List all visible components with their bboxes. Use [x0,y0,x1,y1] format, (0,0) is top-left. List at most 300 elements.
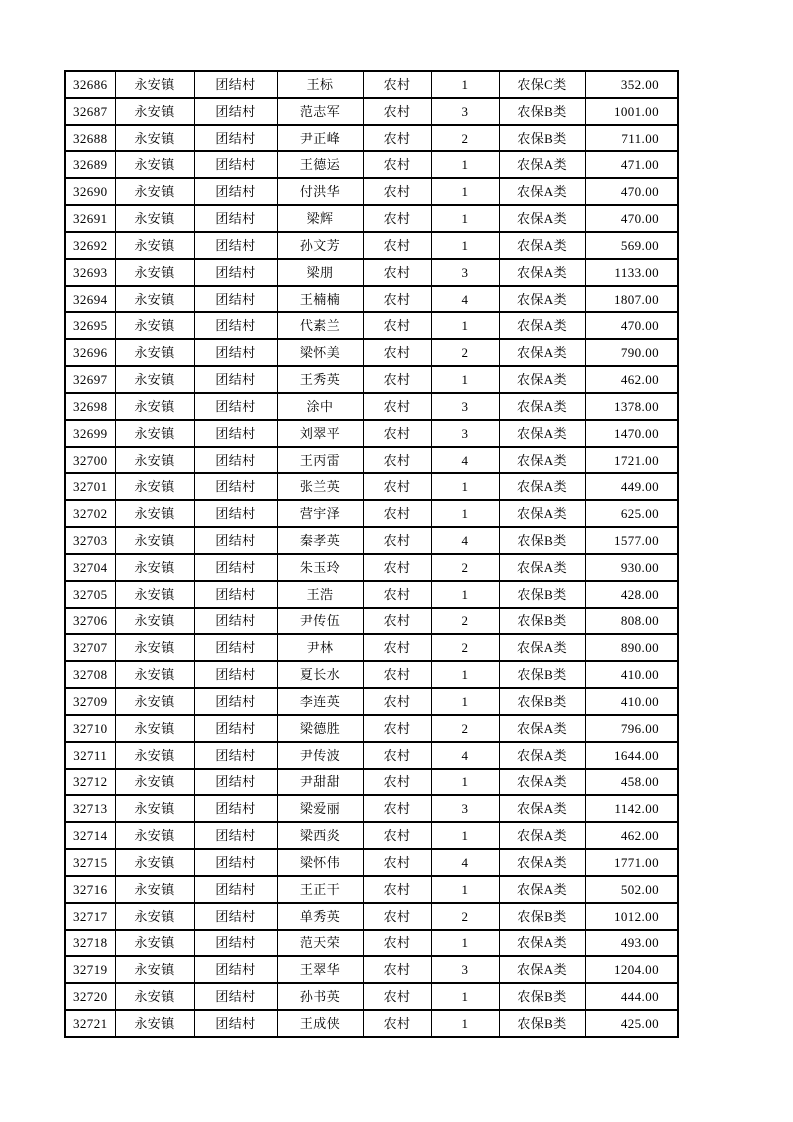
cell-person-count: 4 [431,286,499,313]
cell-person-count: 1 [431,500,499,527]
cell-village: 团结村 [194,634,277,661]
cell-amount: 1001.00 [585,98,678,125]
table-row [65,420,678,447]
cell-person-name: 王翠华 [277,956,363,983]
cell-person-name: 孙书英 [277,983,363,1010]
cell-person-name: 刘翠平 [277,420,363,447]
cell-person-count: 1 [431,366,499,393]
cell-town: 永安镇 [115,688,194,715]
table-row [65,849,678,876]
cell-person-count: 1 [431,205,499,232]
cell-insurance-category: 农保A类 [499,420,585,447]
cell-serial-number: 32702 [65,500,115,527]
table-row [65,125,678,152]
cell-town: 永安镇 [115,420,194,447]
cell-residence-type: 农村 [363,634,431,661]
cell-person-count: 1 [431,983,499,1010]
cell-village: 团结村 [194,983,277,1010]
cell-person-count: 2 [431,715,499,742]
table-row [65,903,678,930]
cell-insurance-category: 农保A类 [499,286,585,313]
cell-person-name: 尹林 [277,634,363,661]
cell-serial-number: 32697 [65,366,115,393]
cell-serial-number: 32712 [65,769,115,796]
cell-serial-number: 32691 [65,205,115,232]
cell-residence-type: 农村 [363,661,431,688]
cell-village: 团结村 [194,151,277,178]
cell-person-count: 3 [431,98,499,125]
cell-town: 永安镇 [115,447,194,474]
cell-serial-number: 32709 [65,688,115,715]
cell-serial-number: 32701 [65,473,115,500]
cell-village: 团结村 [194,581,277,608]
cell-insurance-category: 农保A类 [499,447,585,474]
cell-residence-type: 农村 [363,473,431,500]
cell-amount: 1721.00 [585,447,678,474]
cell-person-name: 王成侠 [277,1010,363,1037]
cell-residence-type: 农村 [363,849,431,876]
cell-person-name: 梁德胜 [277,715,363,742]
cell-insurance-category: 农保B类 [499,983,585,1010]
cell-person-name: 代素兰 [277,312,363,339]
cell-village: 团结村 [194,554,277,581]
cell-amount: 502.00 [585,876,678,903]
cell-person-name: 梁朋 [277,259,363,286]
cell-residence-type: 农村 [363,956,431,983]
cell-insurance-category: 农保A类 [499,715,585,742]
cell-person-name: 付洪华 [277,178,363,205]
cell-village: 团结村 [194,795,277,822]
cell-village: 团结村 [194,930,277,957]
cell-insurance-category: 农保A类 [499,795,585,822]
cell-serial-number: 32687 [65,98,115,125]
cell-person-count: 1 [431,769,499,796]
cell-town: 永安镇 [115,232,194,259]
cell-amount: 470.00 [585,178,678,205]
table-row [65,608,678,635]
cell-residence-type: 农村 [363,420,431,447]
cell-village: 团结村 [194,903,277,930]
cell-village: 团结村 [194,715,277,742]
cell-insurance-category: 农保A类 [499,554,585,581]
cell-insurance-category: 农保B类 [499,661,585,688]
cell-person-name: 尹正峰 [277,125,363,152]
cell-person-count: 4 [431,742,499,769]
cell-insurance-category: 农保A类 [499,178,585,205]
cell-town: 永安镇 [115,151,194,178]
cell-amount: 890.00 [585,634,678,661]
cell-village: 团结村 [194,527,277,554]
cell-town: 永安镇 [115,259,194,286]
table-row [65,312,678,339]
cell-person-count: 3 [431,393,499,420]
cell-residence-type: 农村 [363,769,431,796]
cell-person-count: 3 [431,420,499,447]
cell-person-name: 尹传伍 [277,608,363,635]
cell-amount: 1644.00 [585,742,678,769]
cell-town: 永安镇 [115,608,194,635]
cell-serial-number: 32716 [65,876,115,903]
cell-residence-type: 农村 [363,339,431,366]
cell-serial-number: 32690 [65,178,115,205]
table-row [65,232,678,259]
cell-village: 团结村 [194,286,277,313]
cell-village: 团结村 [194,822,277,849]
table-row [65,286,678,313]
cell-person-name: 单秀英 [277,903,363,930]
cell-town: 永安镇 [115,634,194,661]
cell-person-count: 3 [431,956,499,983]
cell-town: 永安镇 [115,98,194,125]
table-row [65,473,678,500]
cell-serial-number: 32717 [65,903,115,930]
cell-insurance-category: 农保A类 [499,876,585,903]
cell-residence-type: 农村 [363,1010,431,1037]
cell-town: 永安镇 [115,930,194,957]
cell-insurance-category: 农保A类 [499,634,585,661]
cell-serial-number: 32689 [65,151,115,178]
cell-village: 团结村 [194,366,277,393]
cell-residence-type: 农村 [363,608,431,635]
cell-village: 团结村 [194,688,277,715]
cell-serial-number: 32710 [65,715,115,742]
cell-amount: 1470.00 [585,420,678,447]
cell-residence-type: 农村 [363,876,431,903]
cell-person-name: 梁爱丽 [277,795,363,822]
cell-person-name: 夏长水 [277,661,363,688]
cell-amount: 352.00 [585,71,678,98]
table-row [65,742,678,769]
cell-insurance-category: 农保A类 [499,500,585,527]
cell-village: 团结村 [194,742,277,769]
cell-town: 永安镇 [115,1010,194,1037]
cell-amount: 1807.00 [585,286,678,313]
cell-village: 团结村 [194,1010,277,1037]
cell-insurance-category: 农保A类 [499,339,585,366]
cell-person-count: 1 [431,1010,499,1037]
cell-amount: 625.00 [585,500,678,527]
cell-village: 团结村 [194,447,277,474]
table-row [65,956,678,983]
cell-town: 永安镇 [115,661,194,688]
cell-village: 团结村 [194,956,277,983]
cell-amount: 428.00 [585,581,678,608]
cell-town: 永安镇 [115,286,194,313]
cell-person-name: 梁怀美 [277,339,363,366]
cell-person-count: 1 [431,232,499,259]
cell-amount: 1012.00 [585,903,678,930]
cell-residence-type: 农村 [363,259,431,286]
cell-serial-number: 32703 [65,527,115,554]
cell-town: 永安镇 [115,795,194,822]
cell-amount: 458.00 [585,769,678,796]
cell-person-count: 2 [431,125,499,152]
cell-village: 团结村 [194,178,277,205]
table-row [65,715,678,742]
cell-serial-number: 32704 [65,554,115,581]
cell-person-name: 王秀英 [277,366,363,393]
cell-residence-type: 农村 [363,286,431,313]
cell-amount: 493.00 [585,930,678,957]
cell-person-name: 王丙雷 [277,447,363,474]
cell-village: 团结村 [194,259,277,286]
cell-residence-type: 农村 [363,742,431,769]
cell-serial-number: 32695 [65,312,115,339]
cell-village: 团结村 [194,98,277,125]
table-row [65,822,678,849]
cell-person-count: 1 [431,178,499,205]
cell-town: 永安镇 [115,849,194,876]
cell-insurance-category: 农保A类 [499,312,585,339]
cell-person-count: 3 [431,795,499,822]
cell-person-name: 梁辉 [277,205,363,232]
cell-village: 团结村 [194,500,277,527]
cell-residence-type: 农村 [363,232,431,259]
cell-town: 永安镇 [115,876,194,903]
cell-town: 永安镇 [115,178,194,205]
cell-town: 永安镇 [115,983,194,1010]
cell-residence-type: 农村 [363,983,431,1010]
cell-amount: 470.00 [585,312,678,339]
cell-serial-number: 32700 [65,447,115,474]
cell-amount: 1133.00 [585,259,678,286]
table-row [65,71,678,98]
cell-insurance-category: 农保A类 [499,930,585,957]
cell-insurance-category: 农保B类 [499,608,585,635]
cell-amount: 711.00 [585,125,678,152]
cell-serial-number: 32692 [65,232,115,259]
table-row [65,688,678,715]
cell-serial-number: 32720 [65,983,115,1010]
cell-town: 永安镇 [115,393,194,420]
cell-insurance-category: 农保B类 [499,527,585,554]
table-row [65,447,678,474]
cell-insurance-category: 农保A类 [499,956,585,983]
cell-town: 永安镇 [115,822,194,849]
table-row [65,930,678,957]
cell-town: 永安镇 [115,125,194,152]
cell-residence-type: 农村 [363,125,431,152]
cell-insurance-category: 农保A类 [499,366,585,393]
cell-person-count: 2 [431,903,499,930]
cell-residence-type: 农村 [363,715,431,742]
cell-amount: 462.00 [585,822,678,849]
cell-town: 永安镇 [115,205,194,232]
cell-person-count: 2 [431,608,499,635]
cell-insurance-category: 农保A类 [499,849,585,876]
cell-serial-number: 32713 [65,795,115,822]
cell-town: 永安镇 [115,903,194,930]
table-row [65,581,678,608]
cell-person-count: 1 [431,876,499,903]
table-row [65,259,678,286]
cell-insurance-category: 农保A类 [499,232,585,259]
cell-town: 永安镇 [115,769,194,796]
cell-person-count: 1 [431,71,499,98]
cell-serial-number: 32694 [65,286,115,313]
table-row [65,554,678,581]
cell-serial-number: 32705 [65,581,115,608]
cell-town: 永安镇 [115,742,194,769]
cell-residence-type: 农村 [363,688,431,715]
cell-person-name: 尹传波 [277,742,363,769]
cell-amount: 1378.00 [585,393,678,420]
cell-person-count: 1 [431,661,499,688]
cell-person-name: 朱玉玲 [277,554,363,581]
cell-serial-number: 32707 [65,634,115,661]
cell-town: 永安镇 [115,581,194,608]
cell-residence-type: 农村 [363,822,431,849]
cell-person-name: 王正干 [277,876,363,903]
cell-town: 永安镇 [115,527,194,554]
cell-village: 团结村 [194,205,277,232]
table-row [65,205,678,232]
cell-amount: 449.00 [585,473,678,500]
cell-person-count: 1 [431,312,499,339]
cell-amount: 1142.00 [585,795,678,822]
cell-amount: 470.00 [585,205,678,232]
table-row [65,339,678,366]
cell-amount: 425.00 [585,1010,678,1037]
cell-residence-type: 农村 [363,205,431,232]
cell-person-name: 梁怀伟 [277,849,363,876]
cell-person-count: 1 [431,688,499,715]
cell-residence-type: 农村 [363,795,431,822]
table-row [65,151,678,178]
cell-person-count: 1 [431,581,499,608]
table-row [65,983,678,1010]
cell-serial-number: 32693 [65,259,115,286]
cell-insurance-category: 农保B类 [499,1010,585,1037]
table-row [65,393,678,420]
cell-serial-number: 32706 [65,608,115,635]
cell-residence-type: 农村 [363,581,431,608]
cell-person-name: 秦孝英 [277,527,363,554]
cell-residence-type: 农村 [363,554,431,581]
cell-insurance-category: 农保A类 [499,151,585,178]
cell-insurance-category: 农保A类 [499,473,585,500]
cell-person-count: 4 [431,849,499,876]
cell-person-count: 3 [431,259,499,286]
cell-town: 永安镇 [115,71,194,98]
cell-village: 团结村 [194,312,277,339]
cell-insurance-category: 农保A类 [499,259,585,286]
cell-insurance-category: 农保A类 [499,822,585,849]
cell-person-name: 范天荣 [277,930,363,957]
cell-person-name: 王楠楠 [277,286,363,313]
cell-village: 团结村 [194,125,277,152]
cell-insurance-category: 农保B类 [499,688,585,715]
table-row [65,1010,678,1037]
table-row [65,661,678,688]
cell-serial-number: 32699 [65,420,115,447]
cell-person-name: 李连英 [277,688,363,715]
cell-village: 团结村 [194,876,277,903]
cell-person-name: 营宇泽 [277,500,363,527]
cell-amount: 1771.00 [585,849,678,876]
cell-village: 团结村 [194,393,277,420]
cell-person-count: 2 [431,554,499,581]
cell-amount: 410.00 [585,688,678,715]
cell-person-count: 2 [431,634,499,661]
cell-serial-number: 32718 [65,930,115,957]
cell-residence-type: 农村 [363,312,431,339]
cell-insurance-category: 农保B类 [499,98,585,125]
cell-village: 团结村 [194,769,277,796]
cell-amount: 1577.00 [585,527,678,554]
roster-table [64,70,679,1038]
cell-person-name: 王德运 [277,151,363,178]
cell-person-name: 王标 [277,71,363,98]
roster-table-body [65,71,678,1037]
cell-serial-number: 32711 [65,742,115,769]
cell-amount: 790.00 [585,339,678,366]
cell-town: 永安镇 [115,554,194,581]
cell-village: 团结村 [194,608,277,635]
cell-serial-number: 32721 [65,1010,115,1037]
table-row [65,366,678,393]
table-row [65,527,678,554]
cell-serial-number: 32714 [65,822,115,849]
cell-person-name: 孙文芳 [277,232,363,259]
cell-town: 永安镇 [115,956,194,983]
cell-person-name: 张兰英 [277,473,363,500]
cell-serial-number: 32708 [65,661,115,688]
cell-person-name: 涂中 [277,393,363,420]
cell-insurance-category: 农保B类 [499,125,585,152]
cell-amount: 569.00 [585,232,678,259]
cell-amount: 796.00 [585,715,678,742]
cell-residence-type: 农村 [363,71,431,98]
cell-insurance-category: 农保C类 [499,71,585,98]
cell-amount: 930.00 [585,554,678,581]
cell-residence-type: 农村 [363,366,431,393]
cell-person-name: 尹甜甜 [277,769,363,796]
cell-person-name: 范志军 [277,98,363,125]
table-row [65,769,678,796]
table-row [65,178,678,205]
cell-amount: 410.00 [585,661,678,688]
cell-amount: 1204.00 [585,956,678,983]
cell-village: 团结村 [194,232,277,259]
table-row [65,634,678,661]
cell-insurance-category: 农保A类 [499,393,585,420]
cell-residence-type: 农村 [363,151,431,178]
cell-insurance-category: 农保B类 [499,903,585,930]
cell-town: 永安镇 [115,715,194,742]
cell-amount: 471.00 [585,151,678,178]
cell-amount: 462.00 [585,366,678,393]
cell-village: 团结村 [194,339,277,366]
cell-person-count: 1 [431,822,499,849]
cell-residence-type: 农村 [363,903,431,930]
table-row [65,876,678,903]
cell-person-name: 王浩 [277,581,363,608]
cell-town: 永安镇 [115,339,194,366]
cell-town: 永安镇 [115,473,194,500]
cell-insurance-category: 农保A类 [499,769,585,796]
table-row [65,795,678,822]
table-row [65,98,678,125]
cell-village: 团结村 [194,420,277,447]
cell-residence-type: 农村 [363,178,431,205]
cell-residence-type: 农村 [363,447,431,474]
cell-serial-number: 32696 [65,339,115,366]
cell-town: 永安镇 [115,500,194,527]
cell-village: 团结村 [194,473,277,500]
cell-serial-number: 32698 [65,393,115,420]
cell-person-count: 4 [431,527,499,554]
